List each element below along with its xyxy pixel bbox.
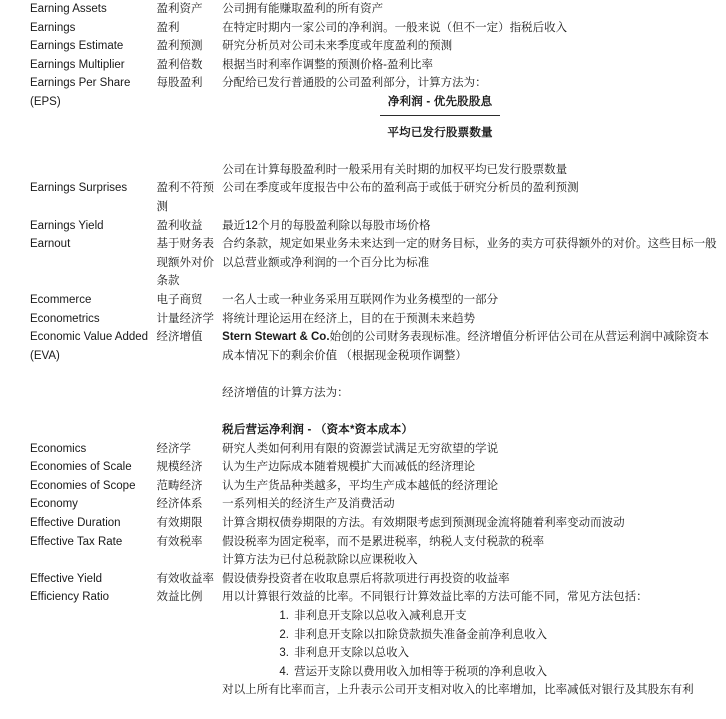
term-en: Effective Duration [30,517,121,530]
definition-cell [222,495,726,514]
definition-cell [222,588,726,700]
definition-text: 研究人类如何利用有限的资源尝试满足无穷欲望的学说 [222,442,499,455]
definition-cell [222,291,726,310]
definition-text: 用以计算银行效益的比率。不同银行计算效益比率的方法可能不同，常见方法包括： [222,591,648,604]
term-zh: 盈利倍数 [156,58,203,71]
eva-formula: 税后营运净利润 - （资本*资本成本） [222,424,414,437]
term-zh: 盈利不符预测 [156,182,214,213]
term-zh: 有效期限 [156,517,203,530]
term-en: Earnings [30,21,76,34]
closing-text: 对以上所有比率而言，上升表示公司开支相对收入的比率增加，比率减低对银行及其股东有利 [222,684,694,697]
term-en: Earnings Per Share (EPS) [30,77,131,108]
table-row [0,477,726,496]
definition-cell [222,570,726,589]
term-zh: 电子商贸 [156,293,203,306]
table-row [0,19,726,38]
spacer [222,402,718,421]
table-row [0,495,726,514]
table-row [0,56,726,75]
term-zh: 有效收益率 [156,572,214,585]
definition-cell [222,533,726,570]
definition-cell [222,477,726,496]
definition-cell [222,19,726,38]
term-zh: 计量经济学 [156,312,214,325]
definition-text [222,328,718,365]
formula-divider [380,115,500,116]
term-en: Earnout [30,238,71,251]
term-en: Ecommerce [30,293,92,306]
table-row [0,0,726,19]
table-row [0,37,726,56]
table-row [0,570,726,589]
table-row [0,291,726,310]
definition-cell [222,328,726,440]
definition-cell [222,310,726,329]
definition-text: 计算含期权债券期限的方法。有效期限考虑到预测现金流将随着利率变动而波动 [222,517,625,530]
definition-text: 研究分析员对公司未来季度或年度盈利的预测 [222,40,453,53]
definition-text: 在特定时期内一家公司的净利润。一般来说（但不一定）指税后收入 [222,21,568,34]
formula-intro: 经济增值的计算方法为： [222,386,349,399]
term-en: Economics [30,442,87,455]
term-zh: 盈利 [156,21,180,34]
definition-text: 一系列相关的经济生产及消费活动 [222,498,395,511]
definition-cell [222,440,726,459]
definition-text-2: 计算方法为已付总税款除以应课税收入 [222,554,418,567]
definition-cell [222,458,726,477]
table-row [0,588,726,700]
term-zh: 每股盈利 [156,77,203,90]
table-row [0,179,726,216]
definition-cell [222,235,726,291]
term-zh: 效益比例 [156,591,203,604]
definition-text: 最近12个月的每股盈利除以每股市场价格 [222,219,431,232]
definition-text: 公司在季度或年度报告中公布的盈利高于或低于研究分析员的盈利预测 [222,182,579,195]
spacer [222,365,718,384]
table-row [0,217,726,236]
term-zh: 盈利预测 [156,40,203,53]
term-zh: 经济增值 [156,331,203,344]
definition-cell [222,217,726,236]
table-row [0,310,726,329]
formula-numerator: 净利润 - 优先股股息 [387,95,493,108]
term-en: Economies of Scope [30,479,136,492]
term-en: Economies of Scale [30,461,132,474]
term-zh: 范畴经济 [156,479,203,492]
term-en: Economic Value Added (EVA) [30,331,149,362]
definition-cell [222,56,726,75]
term-en: Earnings Multiplier [30,58,125,71]
definition-text: 认为生产边际成本随着规模扩大而减低的经济理论 [222,461,476,474]
term-en: Efficiency Ratio [30,591,110,604]
term-en: Effective Yield [30,572,103,585]
term-en: Earnings Surprises [30,182,128,195]
term-en: Economy [30,498,78,511]
definition-text: 一名人士或一种业务采用互联网作为业务模型的一部分 [222,293,499,306]
list-item: 2. 非利息开支除以扣除贷款损失准备金前净利息收入 [292,626,718,645]
efficiency-methods-list [222,607,718,681]
table-row [0,235,726,291]
definition-text: 将统计理论运用在经济上，目的在于预测未来趋势 [222,312,476,325]
term-en: Effective Tax Rate [30,535,123,548]
term-en: Earnings Yield [30,219,104,232]
definition-text: 公司拥有能赚取盈利的所有资产 [222,3,384,15]
term-zh: 基于财务表现额外对价条款 [156,238,214,288]
term-en: Econometrics [30,312,100,325]
table-row [0,458,726,477]
table-row [0,514,726,533]
definition-cell [222,74,726,179]
definition-text: 认为生产货品种类越多，平均生产成本越低的经济理论 [222,479,499,492]
definition-text: 假设税率为固定税率，而不是累进税率，纳税人支付税款的税率 [222,535,545,548]
table-row [0,440,726,459]
list-item: 3. 非利息开支除以总收入 [292,644,718,663]
term-en: Earnings Estimate [30,40,124,53]
list-item: 1. 非利息开支除以总收入减利息开支 [292,607,718,626]
term-zh: 经济学 [156,442,191,455]
definition-body: 始创的公司财务表现标准。经济增值分析评估公司在从营运利润中减除资本成本情况下的剩余价值 （根据现金税项作调整） [222,331,710,362]
table-row [0,328,726,440]
term-zh: 盈利资产 [156,3,203,15]
eps-formula [222,93,718,142]
definition-text: 根据当时利率作调整的预测价格-盈利比率 [222,58,433,71]
term-zh: 盈利收益 [156,219,203,232]
spacer [222,142,718,161]
definition-bold-lead: Stern Stewart & Co. [222,331,330,344]
term-zh: 规模经济 [156,461,203,474]
definition-cell [222,514,726,533]
table-row [0,533,726,570]
term-en: Earning Assets [30,3,107,15]
definition-text: 分配给已发行普通股的公司盈利部分，计算方法为： [222,77,487,90]
term-zh: 有效税率 [156,535,203,548]
definition-note: 公司在计算每股盈利时一般采用有关时期的加权平均已发行股票数量 [222,163,568,176]
list-item: 4. 营运开支除以费用收入加相等于税项的净利息收入 [292,663,718,682]
table-row [0,74,726,179]
term-zh: 经济体系 [156,498,203,511]
definition-cell [222,37,726,56]
definition-cell [222,0,726,19]
definition-text: 合约条款，规定如果业务未来达到一定的财务目标，业务的卖方可获得额外的对价。这些目标一般以总营业额或净利润的一个百分比为标准 [222,238,717,269]
definition-cell [222,179,726,216]
formula-denominator: 平均已发行股票数量 [387,126,493,139]
definition-text: 假设债券投资者在收取息票后将款项进行再投资的收益率 [222,572,510,585]
